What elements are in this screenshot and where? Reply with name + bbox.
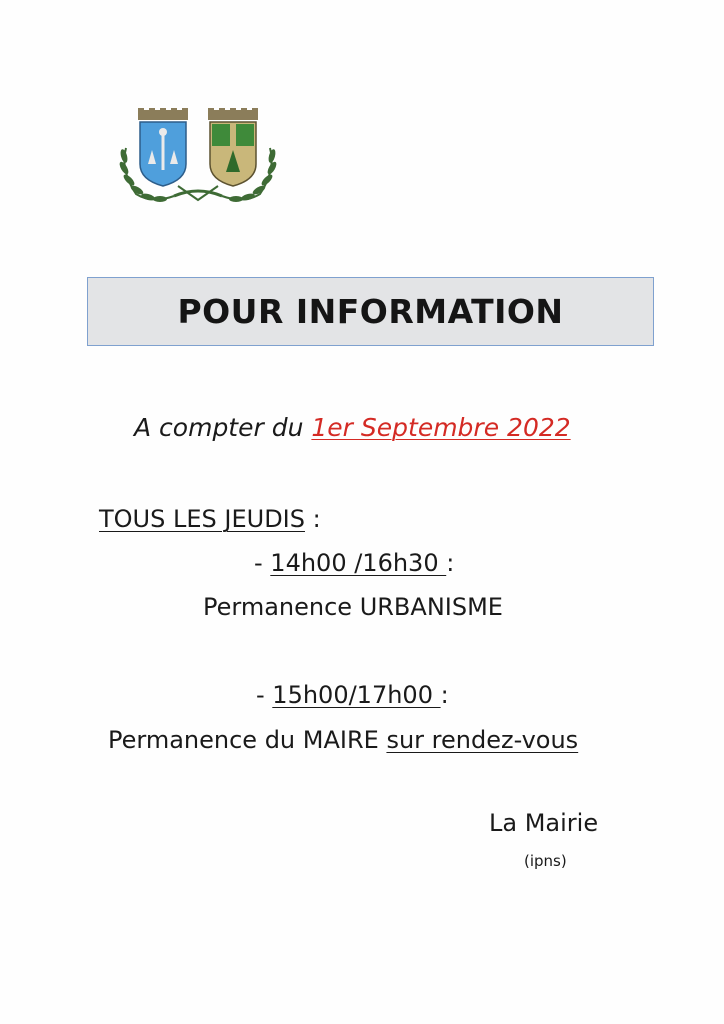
coat-of-arms-blue-icon (138, 108, 188, 186)
slot2-dash: - (256, 681, 273, 709)
info-banner (87, 277, 654, 346)
slot1-dash: - (254, 549, 271, 577)
ribbon-icon (174, 186, 222, 200)
day-label: TOUS LES JEUDIS (99, 505, 305, 533)
slot2-label-prefix: Permanence du MAIRE (108, 726, 387, 754)
crests-logo (116, 108, 280, 208)
slot2-time-line (256, 681, 449, 709)
slot1-time: 14h00 /16h30 (270, 549, 447, 577)
slot2-time: 15h00/17h00 (272, 681, 441, 709)
slot2-label (108, 726, 578, 754)
day-heading (99, 505, 321, 533)
slot2-colon: : (440, 681, 449, 709)
slot1-time-line (254, 549, 454, 577)
signature-name: La Mairie (489, 809, 599, 837)
start-date: 1er Septembre 2022 (311, 413, 571, 442)
start-date-prefix: A compter du (134, 413, 312, 442)
coat-of-arms-green-icon (208, 108, 258, 186)
slot1-label: Permanence URBANISME (203, 593, 503, 621)
slot1-colon: : (446, 549, 455, 577)
appointment-note: sur rendez-vous (386, 726, 579, 754)
start-date-line (134, 413, 571, 442)
ipns-note: (ipns) (524, 852, 567, 870)
banner-title: POUR INFORMATION (177, 292, 564, 331)
day-suffix: : (304, 505, 321, 533)
